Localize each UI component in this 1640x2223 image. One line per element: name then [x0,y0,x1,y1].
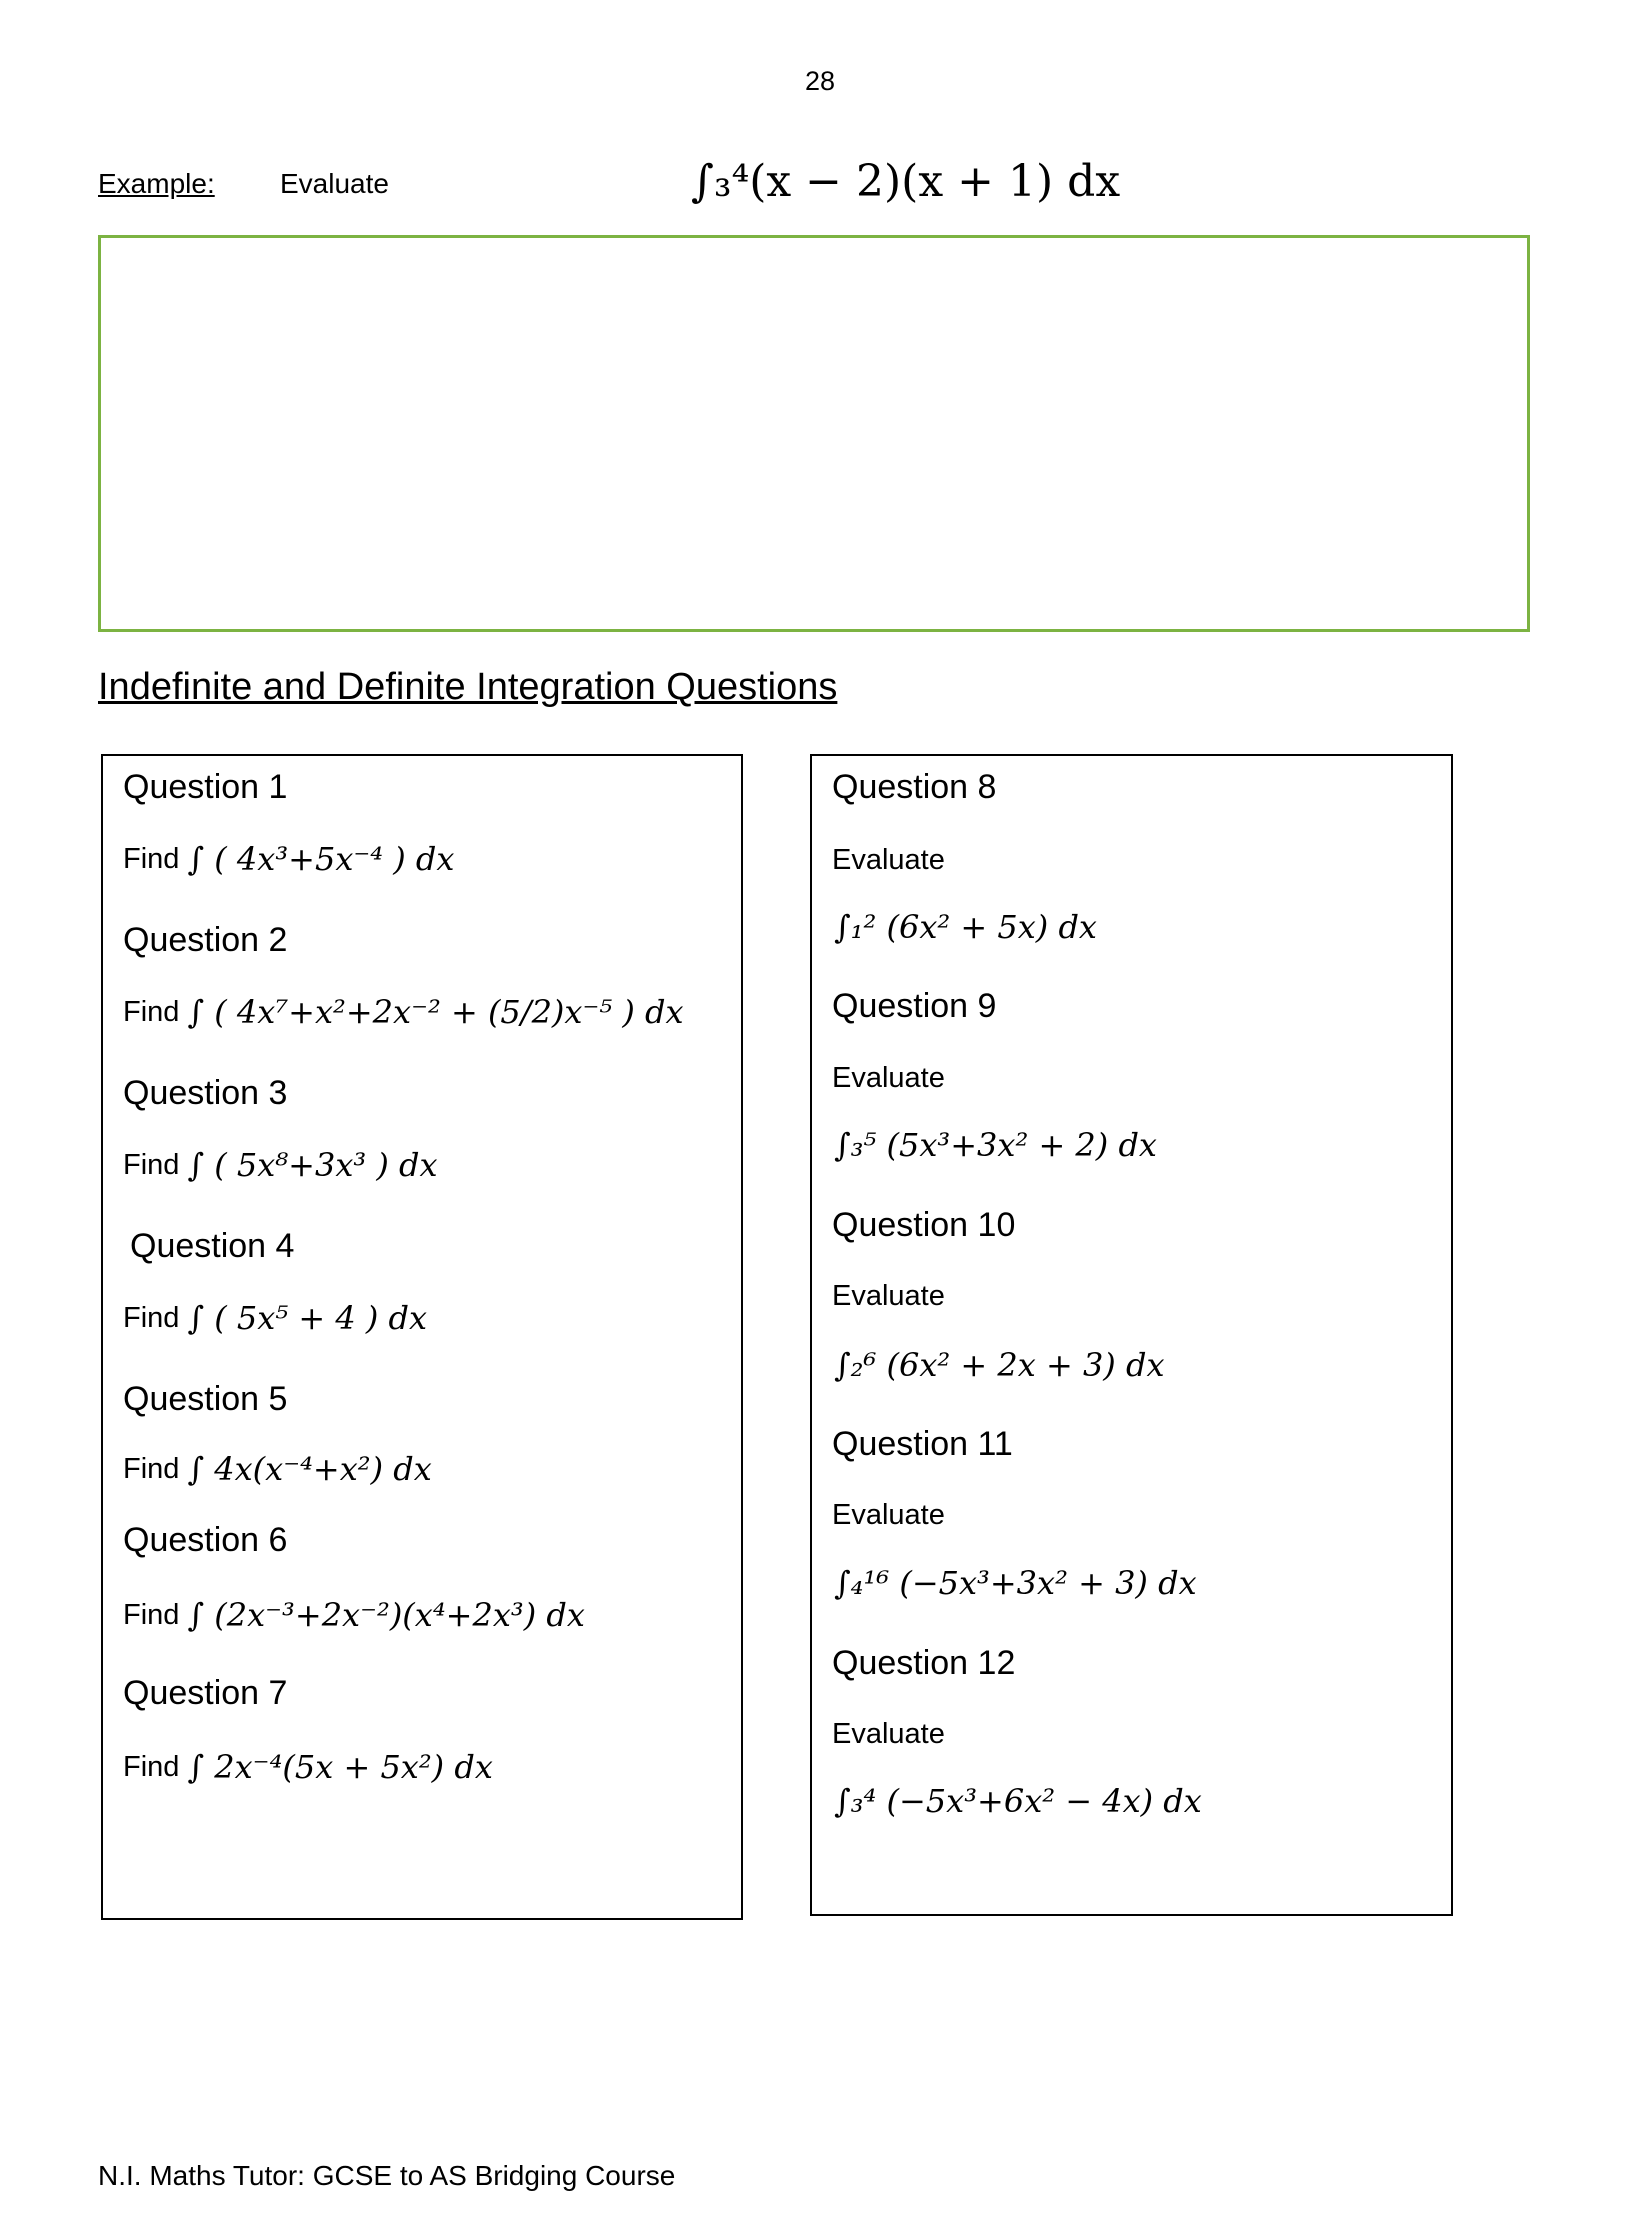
question-7 [123,1674,287,1713]
example-integral: ∫₃⁴(x − 2)(x + 1) dx [691,156,1121,207]
question-title: Question 7 [123,1674,288,1712]
question-title: Question 1 [123,768,288,806]
question-11-line [826,1564,1197,1602]
question-7-line [123,1748,493,1786]
question-expression: ∫₃⁵ (5x³+3x² + 2) dx [834,1126,1157,1164]
question-6 [123,1521,287,1560]
question-5 [123,1380,287,1419]
question-8 [832,768,996,807]
question-verb: Evaluate [832,1062,945,1094]
question-verb: Evaluate [832,844,945,876]
question-expression: ∫₃⁴ (−5x³+6x² − 4x) dx [834,1782,1202,1820]
question-verb: Evaluate [832,1718,945,1750]
question-9-line [826,1126,1157,1164]
question-expression: ∫ 2x⁻⁴(5x + 5x²) dx [187,1748,493,1786]
question-5-line [123,1450,432,1488]
question-3 [123,1074,287,1113]
page-number: 28 [804,66,836,96]
question-verb: Evaluate [832,1280,945,1312]
question-title: Question 8 [832,768,997,806]
question-title: Question 12 [832,1644,1016,1682]
question-4-line [123,1299,427,1337]
question-expression: ∫ 4x(x⁻⁴+x²) dx [187,1450,432,1488]
example-label: Example: [98,168,215,199]
question-8-line [826,908,1097,946]
question-2-line [123,993,684,1031]
question-expression: ∫₁² (6x² + 5x) dx [834,908,1097,946]
question-verb: Find [123,1452,180,1485]
question-title: Question 10 [832,1206,1016,1244]
question-title: Question 11 [832,1425,1013,1463]
question-expression: ∫ ( 5x⁸+3x³ ) dx [187,1146,438,1184]
question-12-verb [832,1718,945,1751]
section-heading: Indefinite and Definite Integration Questions [98,666,838,708]
question-11 [832,1425,1013,1464]
question-verb: Find [123,1301,180,1334]
question-1 [123,768,287,807]
question-8-verb [832,844,945,877]
question-10-line [826,1346,1164,1384]
question-verb: Evaluate [832,1499,945,1531]
question-expression: ∫₂⁶ (6x² + 2x + 3) dx [834,1346,1165,1384]
question-title: Question 5 [123,1380,288,1418]
question-verb: Find [123,1750,180,1783]
question-10-verb [832,1280,945,1313]
question-10 [832,1206,1015,1245]
example-row [98,156,1548,220]
question-expression: ∫₄¹⁶ (−5x³+3x² + 3) dx [834,1564,1197,1602]
question-12-line [826,1782,1202,1820]
question-4 [130,1227,294,1266]
question-title: Question 4 [130,1227,295,1265]
question-9 [832,987,996,1026]
question-12 [832,1644,1015,1683]
question-2 [123,921,287,960]
example-verb: Evaluate [280,168,389,199]
question-verb: Find [123,1148,180,1181]
question-verb: Find [123,1598,180,1631]
question-title: Question 9 [832,987,997,1025]
question-11-verb [832,1499,945,1532]
question-expression: ∫ ( 5x⁵ + 4 ) dx [187,1299,428,1337]
question-1-line [123,840,454,878]
question-expression: ∫ ( 4x³+5x⁻⁴ ) dx [187,840,455,878]
question-verb: Find [123,842,180,875]
question-6-line [123,1596,585,1634]
question-expression: ∫ (2x⁻³+2x⁻²)(x⁴+2x³) dx [187,1596,585,1634]
question-3-line [123,1146,438,1184]
left-questions-box [101,754,743,1920]
question-title: Question 6 [123,1521,288,1559]
footer: N.I. Maths Tutor: GCSE to AS Bridging Course [98,2160,676,2191]
right-questions-box [810,754,1453,1916]
question-expression: ∫ ( 4x⁷+x²+2x⁻² + (5/2)x⁻⁵ ) dx [187,993,684,1031]
question-verb: Find [123,995,180,1028]
question-9-verb [832,1062,945,1095]
example-answer-box[interactable] [98,235,1530,632]
question-title: Question 2 [123,921,288,959]
question-title: Question 3 [123,1074,288,1112]
